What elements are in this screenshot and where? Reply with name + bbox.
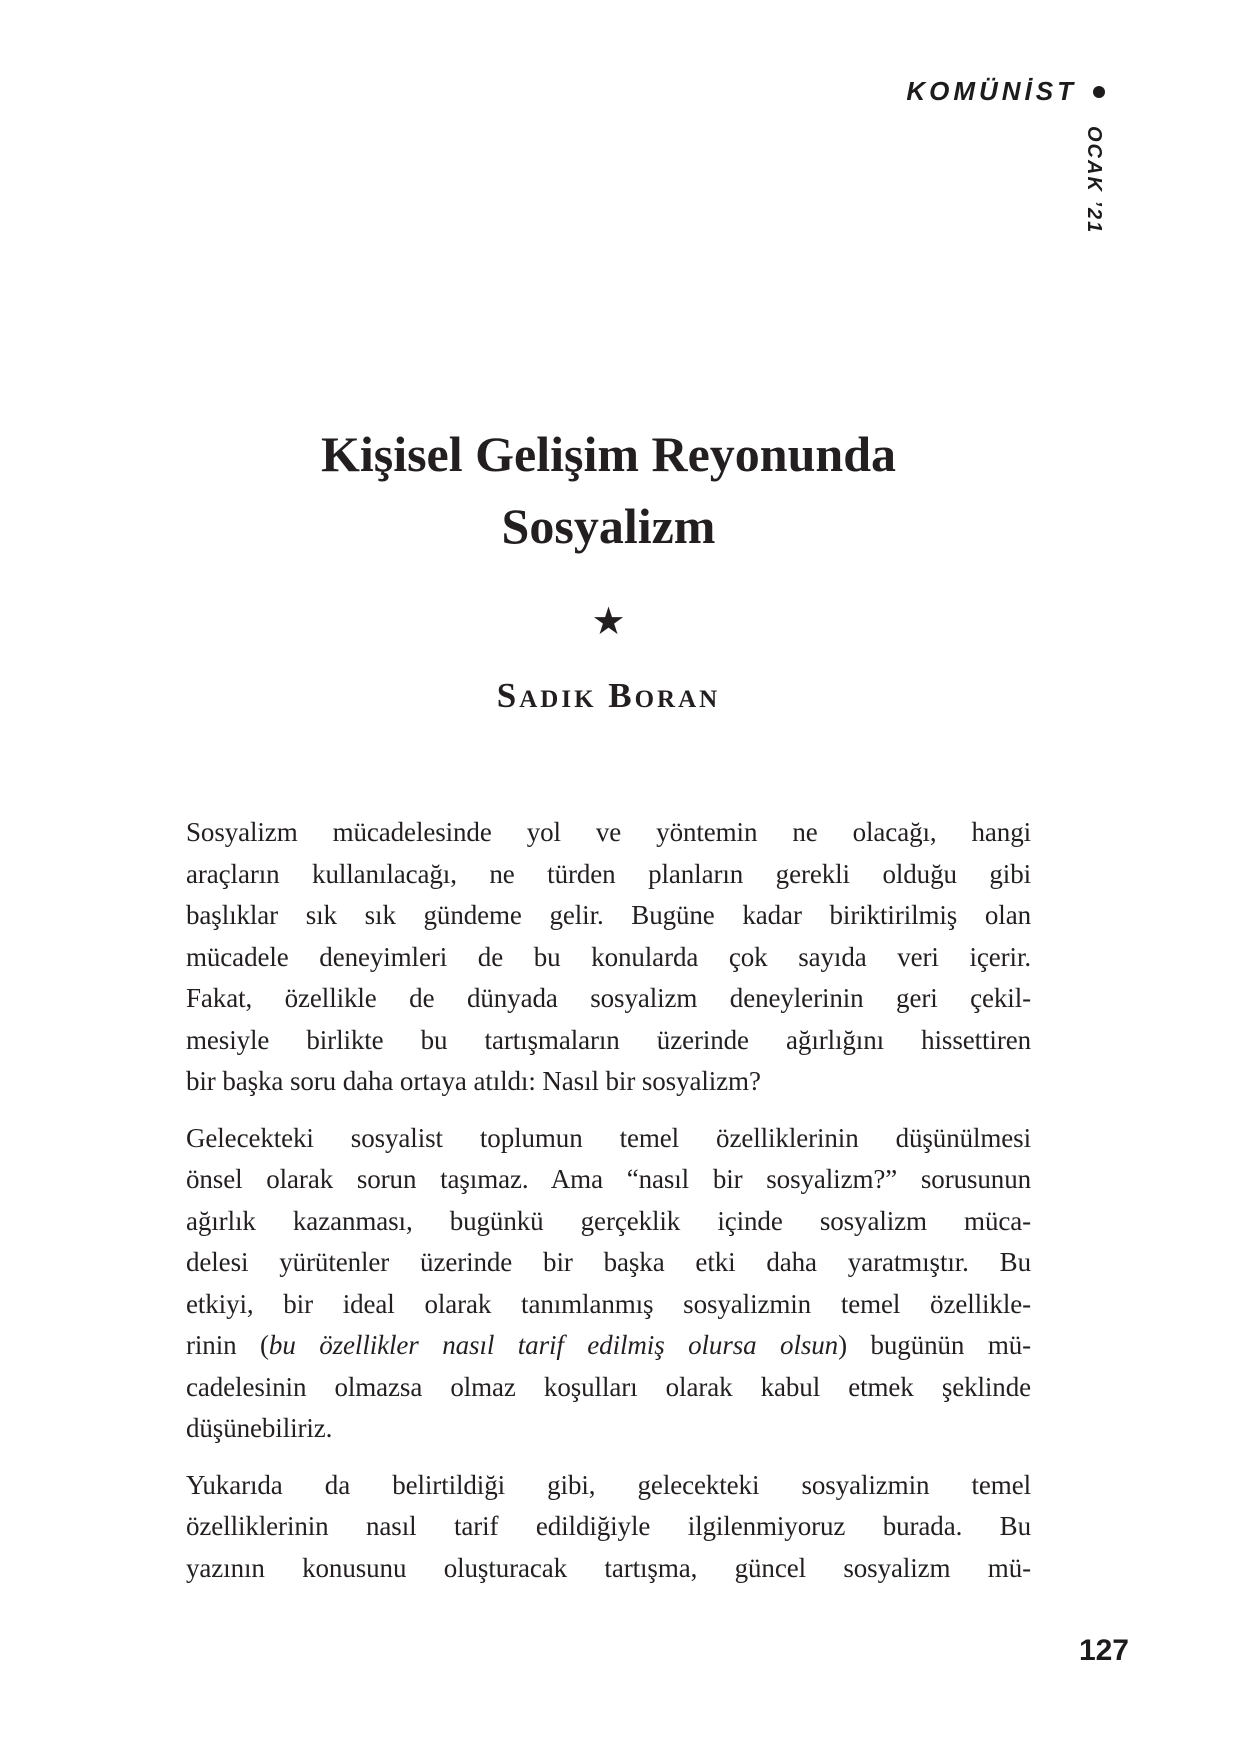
bullet-icon: [1093, 86, 1105, 98]
article-body: [186, 812, 1031, 1589]
author-name: Sadık Boran: [496, 676, 721, 715]
article-title-line-1: Kişisel Gelişim Reyonunda: [320, 426, 897, 482]
article-title: [186, 418, 1031, 562]
star-icon: ★: [591, 601, 626, 643]
journal-masthead: [906, 76, 1105, 107]
body-line: araçların kullanılacağı, ne türden planların gerekli olduğu gibi: [186, 858, 1031, 889]
body-line: Fakat, özellikle de dünyada sosyalizm deneylerinin geri çekil-: [186, 983, 1031, 1013]
body-line: Sosyalizm mücadelesinde yol ve yöntemin ne olacağı, hangi: [186, 817, 1031, 847]
body-line-italic-segment: bu özellikler nasıl tarif edilmiş olursa olsun: [268, 1330, 839, 1360]
article-title-line-2: Sosyalizm: [501, 498, 716, 554]
body-line: yazının konusunu oluşturacak tartışma, güncel sosyalizm mü-: [186, 1552, 1031, 1583]
body-line: düşünebiliriz.: [186, 1413, 333, 1443]
paragraph-3: [186, 1465, 1031, 1590]
body-line: mesiyle birlikte bu tartışmaların üzerinde ağırlığını hissettiren: [186, 1024, 1031, 1055]
body-line-segment: rinin (: [186, 1330, 269, 1360]
body-line: ağırlık kazanması, bugünkü gerçeklik içinde sosyalizm müca-: [186, 1205, 1031, 1236]
body-line: etkiyi, bir ideal olarak tanımlanmış sosyalizmin temel özellikle-: [186, 1288, 1031, 1319]
body-line: Gelecekteki sosyalist toplumun temel özelliklerinin düşünülmesi: [186, 1122, 1031, 1153]
body-line: bir başka soru daha ortaya atıldı: Nasıl bir sosyalizm?: [186, 1066, 761, 1096]
body-line-segment: ) bugünün mü-: [838, 1330, 1032, 1360]
page-number: 127: [1078, 1634, 1129, 1667]
body-line: Yukarıda da belirtildiği gibi, gelecekteki sosyalizmin temel: [186, 1469, 1031, 1500]
paragraph-2: [186, 1118, 1031, 1450]
issue-date: OCAK ’21: [1083, 126, 1105, 235]
journal-name: KOMÜNİST: [906, 76, 1077, 106]
body-line: önsel olarak sorun taşımaz. Ama “nasıl bir sosyalizm?” sorusunun: [186, 1164, 1031, 1194]
body-line-with-italic: [186, 1325, 1031, 1367]
body-line: delesi yürütenler üzerinde bir başka etki daha yaratmıştır. Bu: [186, 1247, 1031, 1277]
body-line: cadelesinin olmazsa olmaz koşulları olarak kabul etmek şeklinde: [186, 1371, 1031, 1402]
body-line: başlıklar sık sık gündeme gelir. Bugüne kadar biriktirilmiş olan: [186, 900, 1031, 930]
paragraph-1: [186, 812, 1031, 1103]
body-line: özelliklerinin nasıl tarif edildiğiyle ilgilenmiyoruz burada. Bu: [186, 1511, 1031, 1541]
body-line: mücadele deneyimleri de bu konularda çok sayıda veri içerir.: [186, 941, 1031, 972]
